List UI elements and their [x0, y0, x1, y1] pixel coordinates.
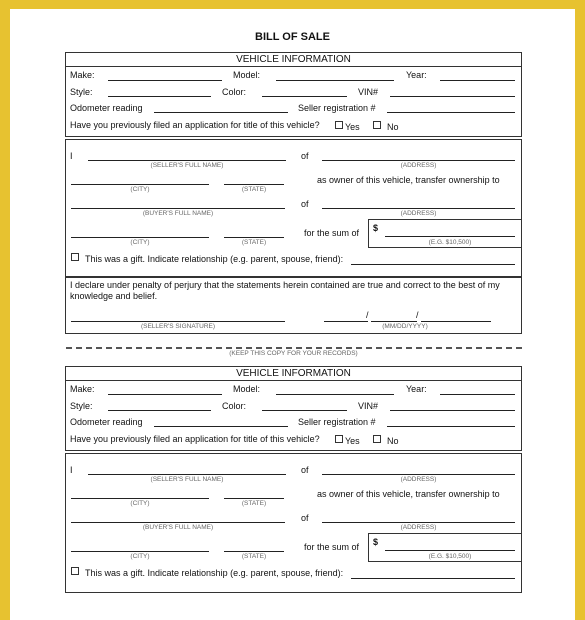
seller-city-caption-copy: (CITY)	[130, 500, 150, 507]
seller-state-field[interactable]	[224, 184, 284, 185]
make-field[interactable]	[108, 80, 222, 81]
title-question-copy: Have you previously filed an application for title of this vehicle?	[70, 434, 320, 444]
seller-address-caption: (ADDRESS)	[400, 162, 437, 169]
buyer-name-field-copy[interactable]	[71, 522, 285, 523]
date-month-field[interactable]	[324, 321, 368, 322]
seller-name-caption-copy: (SELLER'S FULL NAME)	[150, 476, 224, 483]
amount-example-caption: (E.G. $10,500)	[428, 239, 472, 246]
heading-divider	[65, 66, 522, 67]
yes-label: Yes	[345, 122, 360, 132]
model-field[interactable]	[276, 80, 394, 81]
buyer-state-caption-copy: (STATE)	[241, 553, 267, 560]
buyer-state-caption: (STATE)	[241, 239, 267, 246]
seller-name-field[interactable]	[88, 160, 286, 161]
seller-state-caption: (STATE)	[241, 186, 267, 193]
style-field-copy[interactable]	[108, 410, 211, 411]
date-format-caption: (MM/DD/YYYY)	[382, 323, 428, 330]
date-day-field[interactable]	[371, 321, 417, 322]
as-owner-text-copy: as owner of this vehicle, transfer ownership to	[317, 489, 500, 499]
no-label: No	[387, 122, 399, 132]
of-label-copy: of	[301, 465, 309, 475]
vin-field[interactable]	[390, 96, 515, 97]
make-label: Make:	[70, 70, 95, 80]
seller-state-caption-copy: (STATE)	[241, 500, 267, 507]
make-field-copy[interactable]	[108, 394, 222, 395]
cut-line	[66, 347, 522, 349]
gift-checkbox[interactable]	[71, 253, 79, 261]
seller-address-field[interactable]	[322, 160, 515, 161]
declaration-text-line2: knowledge and belief.	[70, 291, 158, 301]
seller-address-field-copy[interactable]	[322, 474, 515, 475]
buyer-city-field-copy[interactable]	[71, 551, 209, 552]
seller-registration-field[interactable]	[387, 112, 515, 113]
style-label: Style:	[70, 87, 93, 97]
vin-field-copy[interactable]	[390, 410, 515, 411]
keep-copy-note: (KEEP THIS COPY FOR YOUR RECORDS)	[229, 350, 358, 357]
seller-signature-field[interactable]	[71, 321, 285, 322]
odometer-field[interactable]	[154, 112, 288, 113]
year-field-copy[interactable]	[440, 394, 515, 395]
buyer-state-field-copy[interactable]	[224, 551, 284, 552]
i-label: I	[70, 151, 73, 161]
buyer-state-field[interactable]	[224, 237, 284, 238]
no-checkbox-copy[interactable]	[373, 435, 381, 443]
buyer-name-caption-copy: (BUYER'S FULL NAME)	[142, 524, 214, 531]
seller-city-field[interactable]	[71, 184, 209, 185]
seller-city-field-copy[interactable]	[71, 498, 209, 499]
sum-label-copy: for the sum of	[304, 542, 360, 552]
style-field[interactable]	[108, 96, 211, 97]
sum-label: for the sum of	[304, 228, 360, 238]
title-question: Have you previously filed an application for title of this vehicle?	[70, 120, 320, 130]
of-label-2-copy: of	[301, 513, 309, 523]
date-separator-1: /	[366, 310, 369, 320]
color-label-copy: Color:	[222, 401, 247, 411]
model-label: Model:	[233, 70, 261, 80]
model-label-copy: Model:	[233, 384, 261, 394]
bill-of-sale-document	[10, 9, 575, 620]
buyer-name-caption: (BUYER'S FULL NAME)	[142, 210, 214, 217]
odometer-label: Odometer reading	[70, 103, 143, 113]
seller-registration-field-copy[interactable]	[387, 426, 515, 427]
dollar-sign-copy: $	[373, 537, 379, 547]
date-separator-2: /	[416, 310, 419, 320]
seller-name-field-copy[interactable]	[88, 474, 286, 475]
dollar-sign: $	[373, 223, 379, 233]
amount-field[interactable]	[385, 236, 515, 237]
buyer-city-field[interactable]	[71, 237, 209, 238]
color-field[interactable]	[262, 96, 347, 97]
make-label-copy: Make:	[70, 384, 95, 394]
style-label-copy: Style:	[70, 401, 93, 411]
yes-checkbox-copy[interactable]	[335, 435, 343, 443]
yes-label-copy: Yes	[345, 436, 360, 446]
no-checkbox[interactable]	[373, 121, 381, 129]
buyer-city-caption: (CITY)	[130, 239, 150, 246]
as-owner-text: as owner of this vehicle, transfer ownership to	[317, 175, 500, 185]
odometer-field-copy[interactable]	[154, 426, 288, 427]
color-label: Color:	[222, 87, 247, 97]
yes-checkbox[interactable]	[335, 121, 343, 129]
seller-registration-label-copy: Seller registration #	[298, 417, 376, 427]
year-label: Year:	[406, 70, 427, 80]
section-heading-copy: VEHICLE INFORMATION	[236, 368, 351, 379]
of-label-2: of	[301, 199, 309, 209]
heading-divider-copy	[65, 380, 522, 381]
odometer-label-copy: Odometer reading	[70, 417, 143, 427]
of-label: of	[301, 151, 309, 161]
seller-signature-caption: (SELLER'S SIGNATURE)	[140, 323, 216, 330]
seller-registration-label: Seller registration #	[298, 103, 376, 113]
buyer-address-field-copy[interactable]	[322, 522, 515, 523]
i-label-copy: I	[70, 465, 73, 475]
seller-state-field-copy[interactable]	[224, 498, 284, 499]
color-field-copy[interactable]	[262, 410, 347, 411]
document-title: BILL OF SALE	[255, 31, 330, 43]
year-label-copy: Year:	[406, 384, 427, 394]
relationship-field-copy[interactable]	[351, 578, 515, 579]
section-heading: VEHICLE INFORMATION	[236, 54, 351, 65]
declaration-text-line1: I declare under penalty of perjury that the statements herein contained are true and correct to the best of my	[70, 280, 500, 290]
date-year-field[interactable]	[421, 321, 491, 322]
seller-name-caption: (SELLER'S FULL NAME)	[150, 162, 224, 169]
buyer-name-field[interactable]	[71, 208, 285, 209]
no-label-copy: No	[387, 436, 399, 446]
vin-label-copy: VIN#	[358, 401, 379, 411]
buyer-address-field[interactable]	[322, 208, 515, 209]
gift-label-copy: This was a gift. Indicate relationship (e.g. parent, spouse, friend):	[85, 568, 344, 578]
year-field[interactable]	[440, 80, 515, 81]
amount-field-copy[interactable]	[385, 550, 515, 551]
buyer-address-caption-copy: (ADDRESS)	[400, 524, 437, 531]
seller-address-caption-copy: (ADDRESS)	[400, 476, 437, 483]
amount-example-caption-copy: (E.G. $10,500)	[428, 553, 472, 560]
vin-label: VIN#	[358, 87, 379, 97]
seller-city-caption: (CITY)	[130, 186, 150, 193]
model-field-copy[interactable]	[276, 394, 394, 395]
buyer-address-caption: (ADDRESS)	[400, 210, 437, 217]
gift-checkbox-copy[interactable]	[71, 567, 79, 575]
gift-label: This was a gift. Indicate relationship (e.g. parent, spouse, friend):	[85, 254, 344, 264]
relationship-field[interactable]	[351, 264, 515, 265]
buyer-city-caption-copy: (CITY)	[130, 553, 150, 560]
